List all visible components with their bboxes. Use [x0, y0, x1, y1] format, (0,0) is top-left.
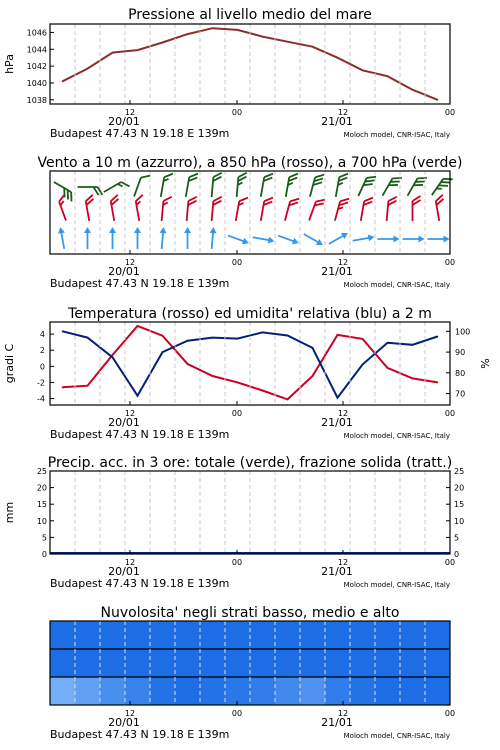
time-tick-label: 00: [444, 258, 456, 267]
humidity-point: [212, 337, 214, 339]
barb-arrowhead: [444, 236, 450, 243]
date-label: 21/01: [321, 265, 353, 278]
humidity-point: [237, 338, 239, 340]
cloud-cell: [275, 621, 301, 649]
y-tick-label-right: 20: [454, 483, 465, 493]
cloud-cell: [400, 621, 426, 649]
wind-700hpa-barb: [237, 172, 247, 198]
cloud-cell: [400, 677, 426, 705]
cloud-cell: [425, 649, 451, 677]
humidity-point: [262, 332, 264, 334]
cloud-cell: [100, 621, 126, 649]
barb-arrowhead: [292, 238, 300, 247]
location-label: Budapest 47.43 N 19.18 E 139m: [50, 127, 230, 140]
date-label: 21/01: [321, 416, 353, 429]
pressure-point: [337, 57, 339, 59]
humidity-point: [87, 337, 89, 339]
cloud-cell: [100, 677, 126, 705]
y-tick-label-left: 4: [39, 330, 45, 340]
wind-10m-barb: [352, 233, 375, 244]
panel-title: Pressione al livello medio del mare: [128, 7, 372, 23]
time-tick-label: 00: [444, 709, 456, 718]
temperature-point: [312, 375, 314, 377]
y-tick-label-right: 80: [455, 368, 466, 378]
time-tick-label: 00: [231, 258, 243, 267]
humidity-point: [362, 364, 364, 366]
cloud-cell: [125, 677, 151, 705]
cloud-cell: [225, 621, 251, 649]
y-tick-label-left: 20: [36, 483, 47, 493]
time-tick-label: 12: [124, 409, 136, 418]
wind-700hpa-barb: [261, 172, 273, 198]
cloud-cell: [75, 649, 101, 677]
wind-850hpa-barb: [187, 196, 197, 222]
barb-flag: [135, 195, 144, 201]
wind-700hpa-barb: [408, 174, 427, 200]
cloud-cell: [375, 649, 401, 677]
time-tick-label: 00: [444, 409, 456, 418]
y-tick-label: 1038: [26, 95, 47, 105]
y-tick-label-right: 100: [455, 327, 471, 337]
location-label: Budapest 47.43 N 19.18 E 139m: [50, 728, 230, 741]
date-label: 20/01: [108, 565, 140, 578]
cloud-cell: [125, 649, 151, 677]
time-tick-label: 12: [337, 258, 349, 267]
wind-700hpa-barb: [186, 172, 198, 198]
cloud-cell: [175, 621, 201, 649]
humidity-point: [62, 331, 64, 333]
time-tick-label: 00: [231, 409, 243, 418]
barb-arrowhead: [134, 227, 141, 233]
model-credit: Moloch model, CNR-ISAC, Italy: [343, 581, 450, 589]
model-credit: Moloch model, CNR-ISAC, Italy: [343, 131, 450, 139]
pressure-point: [437, 99, 439, 101]
wind-10m-barb: [277, 232, 300, 246]
panel-title: Vento a 10 m (azzurro), a 850 hPa (rosso), a 700 hPa (verde): [37, 155, 463, 171]
wind-10m-barb: [378, 236, 400, 243]
wind-850hpa-barb: [135, 195, 147, 221]
cloud-cell: [150, 621, 176, 649]
time-tick-label: 12: [124, 558, 136, 567]
barb-arrowhead: [419, 236, 425, 243]
time-tick-label: 00: [231, 709, 243, 718]
humidity-point: [162, 351, 164, 353]
date-label: 21/01: [321, 115, 353, 128]
panel-title: Nuvolosita' negli strati basso, medio e alto: [100, 605, 400, 621]
barb-flag: [239, 196, 248, 202]
cloud-cell: [425, 621, 451, 649]
wind-10m-barb: [302, 231, 325, 248]
y-tick-label-left: 25: [36, 467, 47, 476]
temperature-point: [237, 382, 239, 384]
wind-700hpa-barb: [161, 172, 173, 198]
wind-850hpa-barb: [85, 195, 97, 221]
cloud-cell: [200, 677, 226, 705]
cloud-cell: [300, 649, 326, 677]
cloud-cell: [400, 649, 426, 677]
cloud-cell: [50, 677, 76, 705]
wind-10m-barb: [252, 234, 275, 245]
location-label: Budapest 47.43 N 19.18 E 139m: [50, 428, 230, 441]
wind-10m-barb: [184, 227, 191, 249]
wind-700hpa-barb: [212, 172, 222, 198]
date-label: 20/01: [108, 265, 140, 278]
y-tick-label-left: -2: [37, 378, 45, 388]
y-tick-label-right: 25: [454, 467, 465, 476]
wind-700hpa-barb: [336, 172, 348, 198]
wind-10m-barb: [109, 227, 116, 249]
wind-10m-barb: [134, 227, 141, 249]
cloud-cell: [225, 677, 251, 705]
wind-850hpa-barb: [212, 196, 222, 222]
model-credit: Moloch model, CNR-ISAC, Italy: [343, 432, 450, 440]
time-tick-label: 12: [124, 258, 136, 267]
y-axis-label-right: %: [479, 358, 492, 369]
temperature-point: [112, 354, 114, 356]
cloud-cell: [325, 649, 351, 677]
humidity-point: [437, 336, 439, 338]
date-label: 20/01: [108, 115, 140, 128]
temperature-point: [87, 385, 89, 387]
cloud-cell: [275, 649, 301, 677]
barb-arrowhead: [84, 227, 91, 233]
humidity-point: [387, 342, 389, 344]
wind-10m-barb: [428, 236, 450, 243]
y-tick-label-left: 0: [39, 362, 45, 372]
wind-850hpa-barb: [285, 197, 299, 223]
pressure-point: [212, 27, 214, 29]
wind-10m-barb: [208, 227, 217, 250]
pressure-point: [312, 46, 314, 48]
wind-10m-barb: [403, 236, 425, 243]
y-tick-label: 1044: [26, 45, 47, 55]
cloud-cell: [50, 649, 76, 677]
barb-arrowhead: [184, 227, 191, 233]
cloud-cell: [300, 621, 326, 649]
wind-10m-barb: [57, 227, 68, 250]
cloud-cell: [350, 677, 376, 705]
date-label: 21/01: [321, 716, 353, 729]
wind-700hpa-barb: [286, 172, 298, 198]
y-tick-label-right: 10: [454, 516, 465, 526]
y-axis-label: hPa: [3, 54, 16, 74]
cloud-cell: [150, 677, 176, 705]
time-tick-label: 12: [124, 709, 136, 718]
cloud-cell: [250, 677, 276, 705]
humidity-point: [187, 340, 189, 342]
y-tick-label-left: 2: [39, 346, 45, 356]
wind-700hpa-barb: [78, 187, 103, 195]
y-tick-label-left: 15: [36, 500, 47, 510]
cloud-cell: [250, 649, 276, 677]
panel-title: Temperatura (rosso) ed umidita' relativa (blu) a 2 m: [68, 306, 432, 322]
date-label: 20/01: [108, 716, 140, 729]
cloud-cell: [225, 649, 251, 677]
wind-850hpa-barb: [335, 197, 349, 223]
time-tick-label: 12: [124, 108, 136, 117]
wind-850hpa-barb: [387, 196, 397, 222]
time-tick-label: 12: [337, 108, 349, 117]
wind-10m-barb: [84, 227, 91, 249]
barb-flag: [141, 173, 150, 180]
time-tick-label: 00: [231, 558, 243, 567]
model-credit: Moloch model, CNR-ISAC, Italy: [343, 732, 450, 740]
time-tick-label: 00: [231, 108, 243, 117]
location-label: Budapest 47.43 N 19.18 E 139m: [50, 577, 230, 590]
cloud-cell: [425, 677, 451, 705]
cloud-cell: [250, 621, 276, 649]
temperature-point: [187, 363, 189, 365]
pressure-point: [162, 42, 164, 44]
barb-flag: [163, 196, 171, 202]
wind-700hpa-barb: [358, 173, 376, 199]
y-tick-label-right: 15: [454, 500, 465, 510]
pressure-point: [387, 75, 389, 77]
barb-arrowhead: [57, 227, 65, 234]
temperature-point: [162, 335, 164, 337]
cloud-cell: [175, 649, 201, 677]
humidity-point: [337, 397, 339, 399]
pressure-point: [137, 49, 139, 51]
pressure-point: [62, 80, 64, 82]
pressure-point: [87, 68, 89, 70]
y-tick-label-right: 5: [454, 533, 460, 543]
cloud-cell: [125, 621, 151, 649]
y-tick-label-right: 70: [455, 389, 466, 399]
pressure-point: [112, 52, 114, 54]
cloud-cell: [150, 649, 176, 677]
wind-700hpa-barb: [50, 182, 76, 201]
y-axis-label: mm: [3, 501, 16, 524]
wind-850hpa-barb: [435, 195, 447, 221]
y-tick-label-left: -4: [37, 394, 45, 404]
cloud-cell: [200, 621, 226, 649]
y-tick-label: 1046: [26, 28, 47, 38]
temperature-point: [362, 338, 364, 340]
wind-700hpa-barb: [383, 174, 402, 200]
cloud-cell: [175, 677, 201, 705]
cloud-cell: [350, 649, 376, 677]
barb-arrowhead: [210, 227, 217, 234]
cloud-cell: [325, 621, 351, 649]
barb-arrowhead: [109, 227, 116, 233]
wind-850hpa-barb: [236, 196, 248, 222]
y-tick-label: 1042: [26, 62, 47, 72]
y-tick-label: 1040: [26, 78, 47, 88]
location-label: Budapest 47.43 N 19.18 E 139m: [50, 277, 230, 290]
wind-850hpa-barb: [110, 195, 122, 221]
time-tick-label: 00: [444, 108, 456, 117]
temperature-point: [387, 367, 389, 369]
wind-10m-barb: [158, 227, 167, 250]
panel-title: Precip. acc. in 3 ore: totale (verde), frazione solida (tratt.): [47, 455, 453, 471]
pressure-point: [287, 41, 289, 43]
cloud-cell: [75, 621, 101, 649]
cloud-cell: [100, 649, 126, 677]
temperature-point: [437, 382, 439, 384]
wind-850hpa-barb: [361, 196, 373, 222]
cloud-cell: [325, 677, 351, 705]
temperature-point: [337, 334, 339, 336]
wind-10m-barb: [327, 230, 350, 247]
time-tick-label: 00: [444, 558, 456, 567]
date-label: 21/01: [321, 565, 353, 578]
temperature-point: [62, 386, 64, 388]
y-tick-label-left: 5: [41, 533, 47, 543]
model-credit: Moloch model, CNR-ISAC, Italy: [343, 281, 450, 289]
pressure-point: [362, 70, 364, 72]
y-tick-label-right: 90: [455, 348, 466, 358]
cloud-cell: [375, 677, 401, 705]
plot-frame: [50, 24, 450, 104]
temperature-point: [262, 390, 264, 392]
y-axis-label-left: gradi C: [3, 343, 16, 384]
barb-shaft: [134, 178, 141, 197]
barb-arrowhead: [160, 227, 167, 234]
wind-850hpa-barb: [261, 196, 273, 222]
barb-arrowhead: [394, 236, 400, 243]
barb-flag: [164, 172, 173, 178]
wind-850hpa-barb: [413, 196, 421, 221]
cloud-cell: [375, 621, 401, 649]
wind-850hpa-barb: [309, 197, 325, 223]
barb-arrowhead: [368, 233, 375, 241]
humidity-point: [287, 335, 289, 337]
barb-arrowhead: [268, 237, 275, 245]
temperature-point: [137, 325, 139, 327]
y-tick-label-left: 0: [41, 550, 47, 559]
temperature-point: [287, 399, 289, 401]
humidity-point: [137, 395, 139, 397]
pressure-point: [187, 33, 189, 35]
wind-700hpa-barb: [310, 173, 324, 199]
cloud-cell: [300, 677, 326, 705]
humidity-point: [412, 344, 414, 346]
y-tick-label-right: 0: [454, 550, 460, 559]
pressure-point: [262, 36, 264, 38]
date-label: 20/01: [108, 416, 140, 429]
time-tick-label: 12: [337, 558, 349, 567]
time-tick-label: 12: [337, 409, 349, 418]
humidity-point: [112, 356, 114, 358]
cloud-cell: [200, 649, 226, 677]
time-tick-label: 12: [337, 709, 349, 718]
pressure-point: [237, 29, 239, 31]
wind-10m-barb: [227, 232, 250, 246]
barb-arrowhead: [242, 238, 250, 247]
temperature-point: [412, 378, 414, 380]
humidity-point: [312, 347, 314, 349]
cloud-cell: [350, 621, 376, 649]
temperature-point: [212, 375, 214, 377]
barb-arrowhead: [316, 239, 325, 248]
pressure-point: [412, 89, 414, 91]
wind-850hpa-barb: [162, 196, 172, 222]
cloud-cell: [50, 621, 76, 649]
y-tick-label-left: 10: [36, 516, 47, 526]
barb-arrowhead: [341, 230, 350, 239]
cloud-cell: [275, 677, 301, 705]
cloud-cell: [75, 677, 101, 705]
